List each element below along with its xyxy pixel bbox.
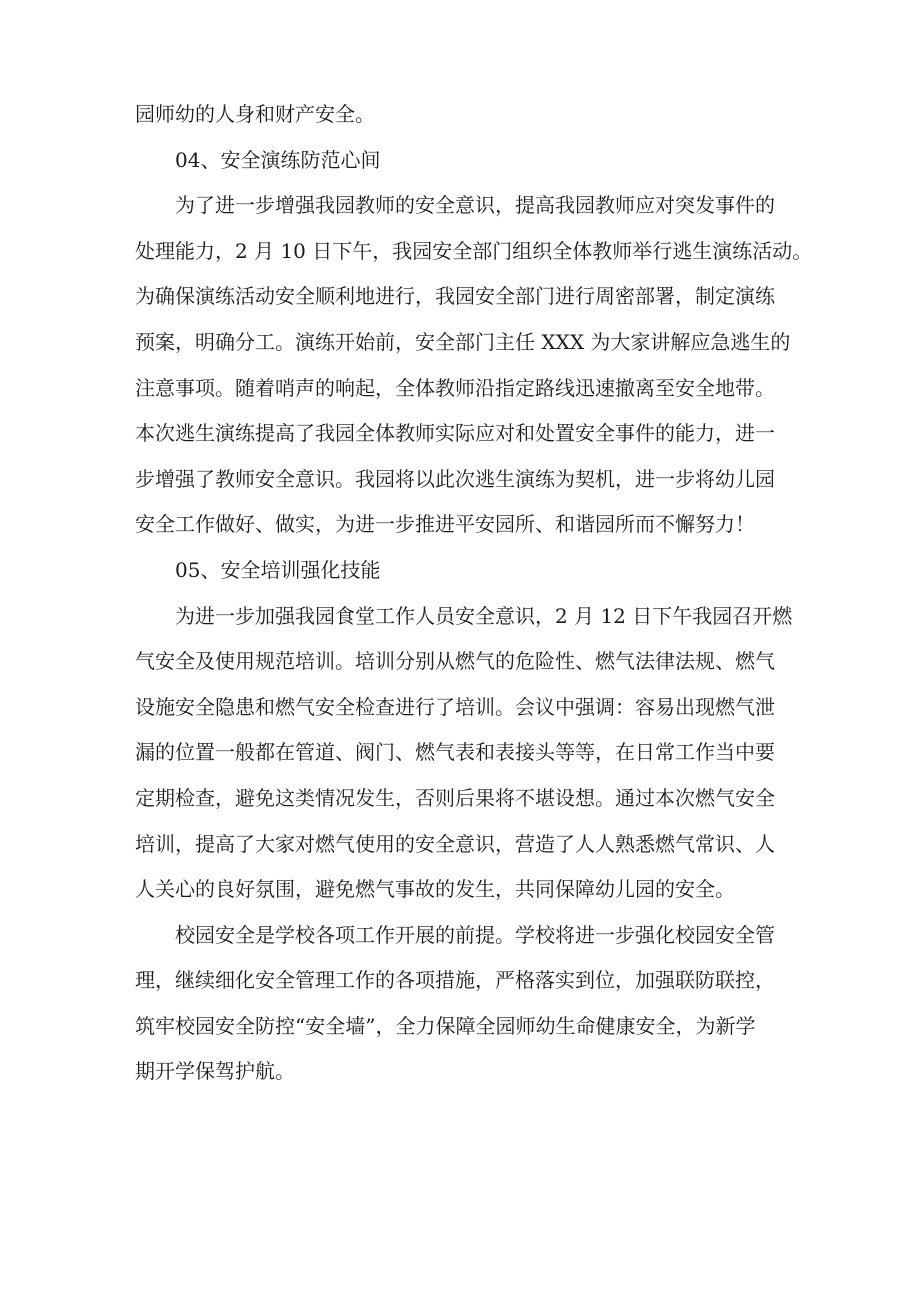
text-line: 安全工作做好、做实，为进一步推进平安园所、和谐园所而不懈努力！ (135, 512, 755, 537)
text-line: 定期检查，避免这类情况发生，否则后果将不堪设想。通过本次燃气安全 (135, 785, 775, 810)
text-line: 培训，提高了大家对燃气使用的安全意识，营造了人人熟悉燃气常识、人 (135, 831, 775, 856)
text-line: 预案，明确分工。演练开始前，安全部门主任 XXX 为大家讲解应急逃生的 (135, 329, 791, 354)
paragraph-drill (135, 183, 813, 548)
document-body (135, 92, 813, 1095)
paragraph-training (135, 594, 805, 913)
text-line: 本次逃生演练提高了我园全体教师实际应对和处置安全事件的能力，进一 (135, 421, 775, 446)
text-line: 理，继续细化安全管理工作的各项措施，严格落实到位，加强联防联控， (135, 968, 775, 993)
text-line: 期开学保驾护航。 (135, 1059, 295, 1084)
text-line: 为了进一步增强我园教师的安全意识，提高我园教师应对突发事件的 (175, 193, 775, 218)
heading-text: 05、安全培训强化技能 (175, 557, 381, 582)
text-line: 步增强了教师安全意识。我园将以此次逃生演练为契机，进一步将幼儿园 (135, 466, 775, 491)
text-line: 设施安全隐患和燃气安全检查进行了培训。会议中强调：容易出现燃气泄 (135, 694, 775, 719)
paragraph-continuation (135, 92, 805, 138)
section-heading-05 (135, 548, 805, 594)
text-line: 漏的位置一般都在管道、阀门、燃气表和表接头等等，在日常工作当中要 (135, 740, 775, 765)
heading-text: 04、安全演练防范心间 (175, 147, 381, 172)
text-line: 校园安全是学校各项工作开展的前提。学校将进一步强化校园安全管 (175, 922, 775, 947)
text-line: 园师幼的人身和财产安全。 (135, 102, 375, 126)
text-line: 注意事项。随着哨声的响起，全体教师沿指定路线迅速撤离至安全地带。 (135, 375, 775, 400)
text-line: 处理能力，2 月 10 日下午，我园安全部门组织全体教师举行逃生演练活动。 (135, 238, 813, 263)
section-heading-04 (135, 138, 805, 184)
text-line: 为进一步加强我园食堂工作人员安全意识，2 月 12 日下午我园召开燃 (175, 603, 793, 628)
paragraph-conclusion (135, 913, 805, 1095)
text-line: 筑牢校园安全防控“安全墙”，全力保障全园师幼生命健康安全，为新学 (135, 1013, 756, 1038)
text-line: 人关心的良好氛围，避免燃气事故的发生，共同保障幼儿园的安全。 (135, 877, 735, 902)
text-line: 气安全及使用规范培训。培训分别从燃气的危险性、燃气法律法规、燃气 (135, 649, 775, 674)
text-line: 为确保演练活动安全顺利地进行，我园安全部门进行周密部署，制定演练 (135, 284, 775, 309)
